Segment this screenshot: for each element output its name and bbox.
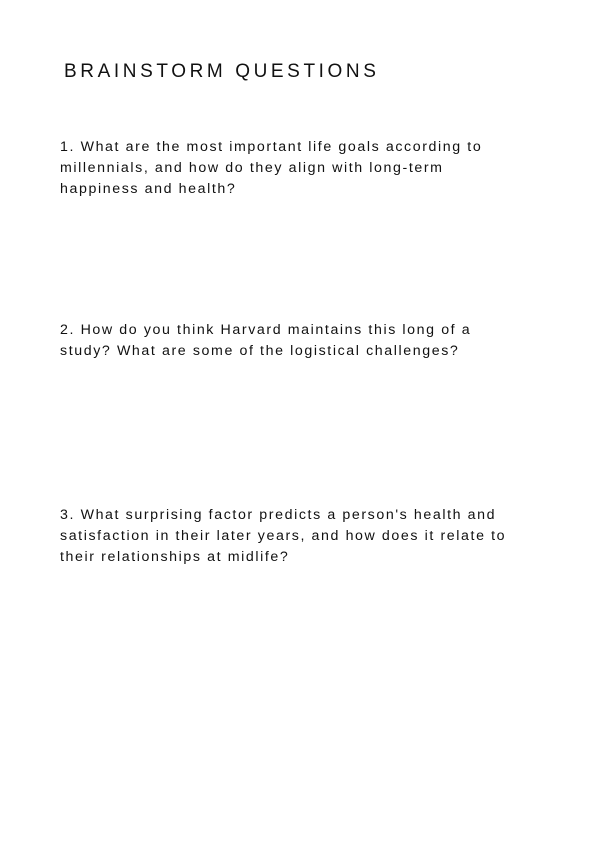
page-title: BRAINSTORM QUESTIONS bbox=[64, 61, 380, 82]
question-2: 2. How do you think Harvard maintains this long of a study? What are some of the logistical challenges? bbox=[60, 322, 472, 359]
question-1: 1. What are the most important life goals according to millennials, and how do they align with long-term happiness and health? bbox=[60, 139, 483, 197]
question-3: 3. What surprising factor predicts a person's health and satisfaction in their later years, and how does it relate to their relationships at midlife? bbox=[60, 507, 507, 565]
